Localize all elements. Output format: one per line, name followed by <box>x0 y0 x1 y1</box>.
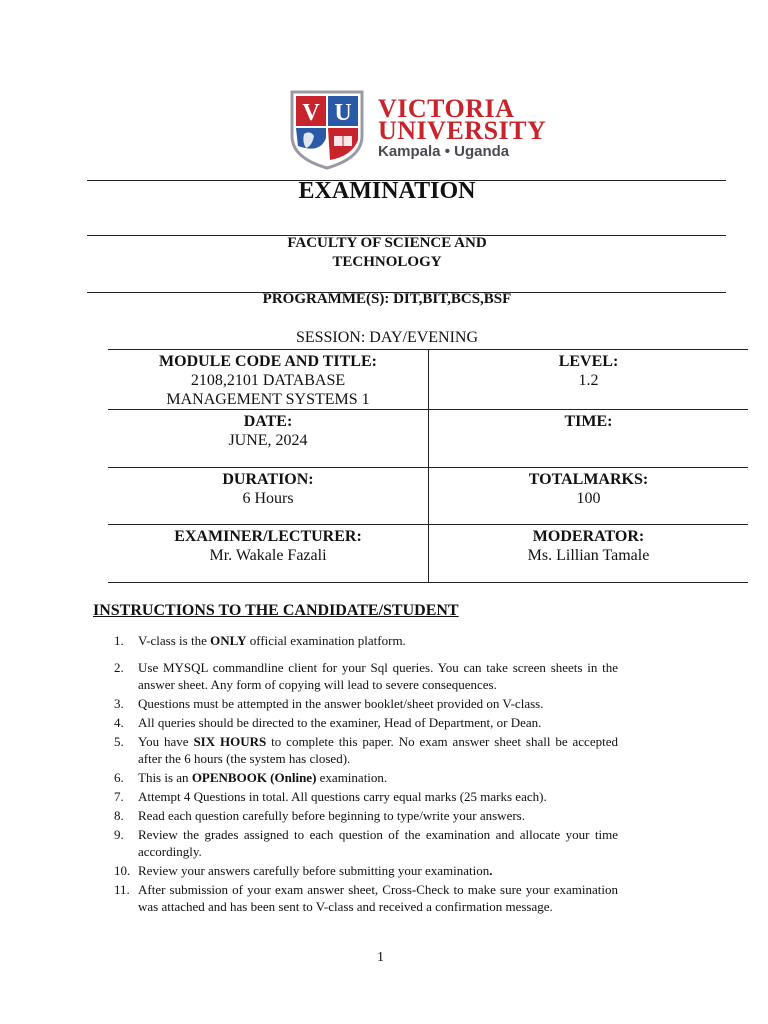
university-location: Kampala • Uganda <box>378 143 510 160</box>
module-line2: MANAGEMENT SYSTEMS 1 <box>166 391 370 408</box>
shield-crest-icon <box>290 90 364 170</box>
totalmarks-label: TOTALMARKS: <box>528 471 649 488</box>
item-text: Read each question carefully before beginning to type/write your answers. <box>138 808 525 823</box>
item-number: 11. <box>114 882 130 897</box>
item-text: This is an <box>138 770 192 785</box>
item-text: Review the grades assigned to each question of the examination and allocate your time accordingly. <box>138 827 618 859</box>
item-text: You have <box>138 734 194 749</box>
faculty-line2: TECHNOLOGY <box>332 254 442 270</box>
list-item <box>108 807 618 824</box>
level-value: 1.2 <box>578 372 599 389</box>
university-name-line2: UNIVERSITY <box>378 116 547 145</box>
duration-cell <box>108 468 429 525</box>
date-value: JUNE, 2024 <box>228 432 308 449</box>
examiner-value: Mr. Wakale Fazali <box>209 547 327 564</box>
item-text: After submission of your exam answer sheet, Cross-Check to make sure your examination was attached and has been sent to V-class and received a confirmation message. <box>138 882 618 914</box>
page-title: EXAMINATION <box>298 178 476 204</box>
item-number: 3. <box>114 696 124 711</box>
session-heading: SESSION: DAY/EVENING <box>295 329 479 346</box>
table-row <box>108 410 748 468</box>
page-number: 1 <box>377 950 384 965</box>
university-name <box>378 94 547 145</box>
list-item <box>108 659 618 693</box>
module-line1: 2108,2101 DATABASE <box>190 372 346 389</box>
list-item <box>108 632 618 649</box>
item-number: 2. <box>114 660 124 675</box>
faculty-line1: FACULTY OF SCIENCE AND <box>287 235 487 251</box>
item-text: V-class is the <box>138 633 211 648</box>
item-number: 9. <box>114 827 124 842</box>
date-cell <box>108 410 429 468</box>
module-label: MODULE CODE AND TITLE: <box>159 353 377 370</box>
table-row <box>108 525 748 583</box>
item-text: Use MYSQL commandline client for your Sql queries. You can take screen sheets in the answer sheet. Any form of copying will lead to severe consequences. <box>138 660 618 692</box>
time-cell <box>429 410 749 468</box>
programme-heading: PROGRAMME(S): DIT,BIT,BCS,BSF <box>262 291 512 307</box>
examiner-label: EXAMINER/LECTURER: <box>174 528 362 545</box>
item-text: Review your answers carefully before submitting your examination <box>138 863 490 878</box>
list-item <box>108 788 618 805</box>
item-bold: ONLY <box>210 633 247 648</box>
item-number: 4. <box>114 715 124 730</box>
totalmarks-value: 100 <box>576 490 601 507</box>
examiner-cell <box>108 525 429 583</box>
time-label: TIME: <box>564 413 613 430</box>
totalmarks-cell <box>429 468 749 525</box>
list-item <box>108 826 618 860</box>
item-number: 5. <box>114 734 124 749</box>
table-row <box>108 350 748 410</box>
university-name-line1: VICTORIA <box>378 94 515 123</box>
item-text-end: to complete this paper. No exam answer sheet shall be accepted after the 6 hours (the system has closed). <box>138 734 618 766</box>
instructions-heading: INSTRUCTIONS TO THE CANDIDATE/STUDENT <box>93 602 459 619</box>
list-item <box>108 769 618 786</box>
item-bold: . <box>489 863 493 878</box>
instructions-list <box>108 632 618 915</box>
level-label: LEVEL: <box>558 353 619 370</box>
university-logo <box>290 90 547 170</box>
item-text-end: examination. <box>316 770 388 785</box>
list-item <box>108 862 618 879</box>
level-cell <box>429 350 749 410</box>
item-text: All queries should be directed to the examiner, Head of Department, or Dean. <box>138 715 542 730</box>
item-text: Questions must be attempted in the answer booklet/sheet provided on V-class. <box>138 696 544 711</box>
module-cell <box>108 350 429 410</box>
item-number: 6. <box>114 770 124 785</box>
list-item <box>108 733 618 767</box>
moderator-value: Ms. Lillian Tamale <box>527 547 650 564</box>
list-item <box>108 695 618 712</box>
item-text-end: official examination platform. <box>246 633 406 648</box>
item-number: 8. <box>114 808 124 823</box>
duration-label: DURATION: <box>222 471 314 488</box>
item-number: 10. <box>114 863 131 878</box>
list-item <box>108 881 618 915</box>
duration-value: 6 Hours <box>242 490 294 507</box>
moderator-cell <box>429 525 749 583</box>
item-number: 1. <box>114 633 124 648</box>
shield-letter-u: U <box>334 100 352 126</box>
shield-letter-v: V <box>302 100 320 126</box>
table-row <box>108 468 748 525</box>
item-bold: SIX HOURS <box>193 734 267 749</box>
moderator-label: MODERATOR: <box>532 528 645 545</box>
item-text: Attempt 4 Questions in total. All questions carry equal marks (25 marks each). <box>138 789 547 804</box>
exam-details-table <box>108 349 748 583</box>
item-bold: OPENBOOK (Online) <box>191 770 317 785</box>
list-item <box>108 714 618 731</box>
date-label: DATE: <box>243 413 293 430</box>
faculty-heading <box>87 234 687 272</box>
item-number: 7. <box>114 789 124 804</box>
